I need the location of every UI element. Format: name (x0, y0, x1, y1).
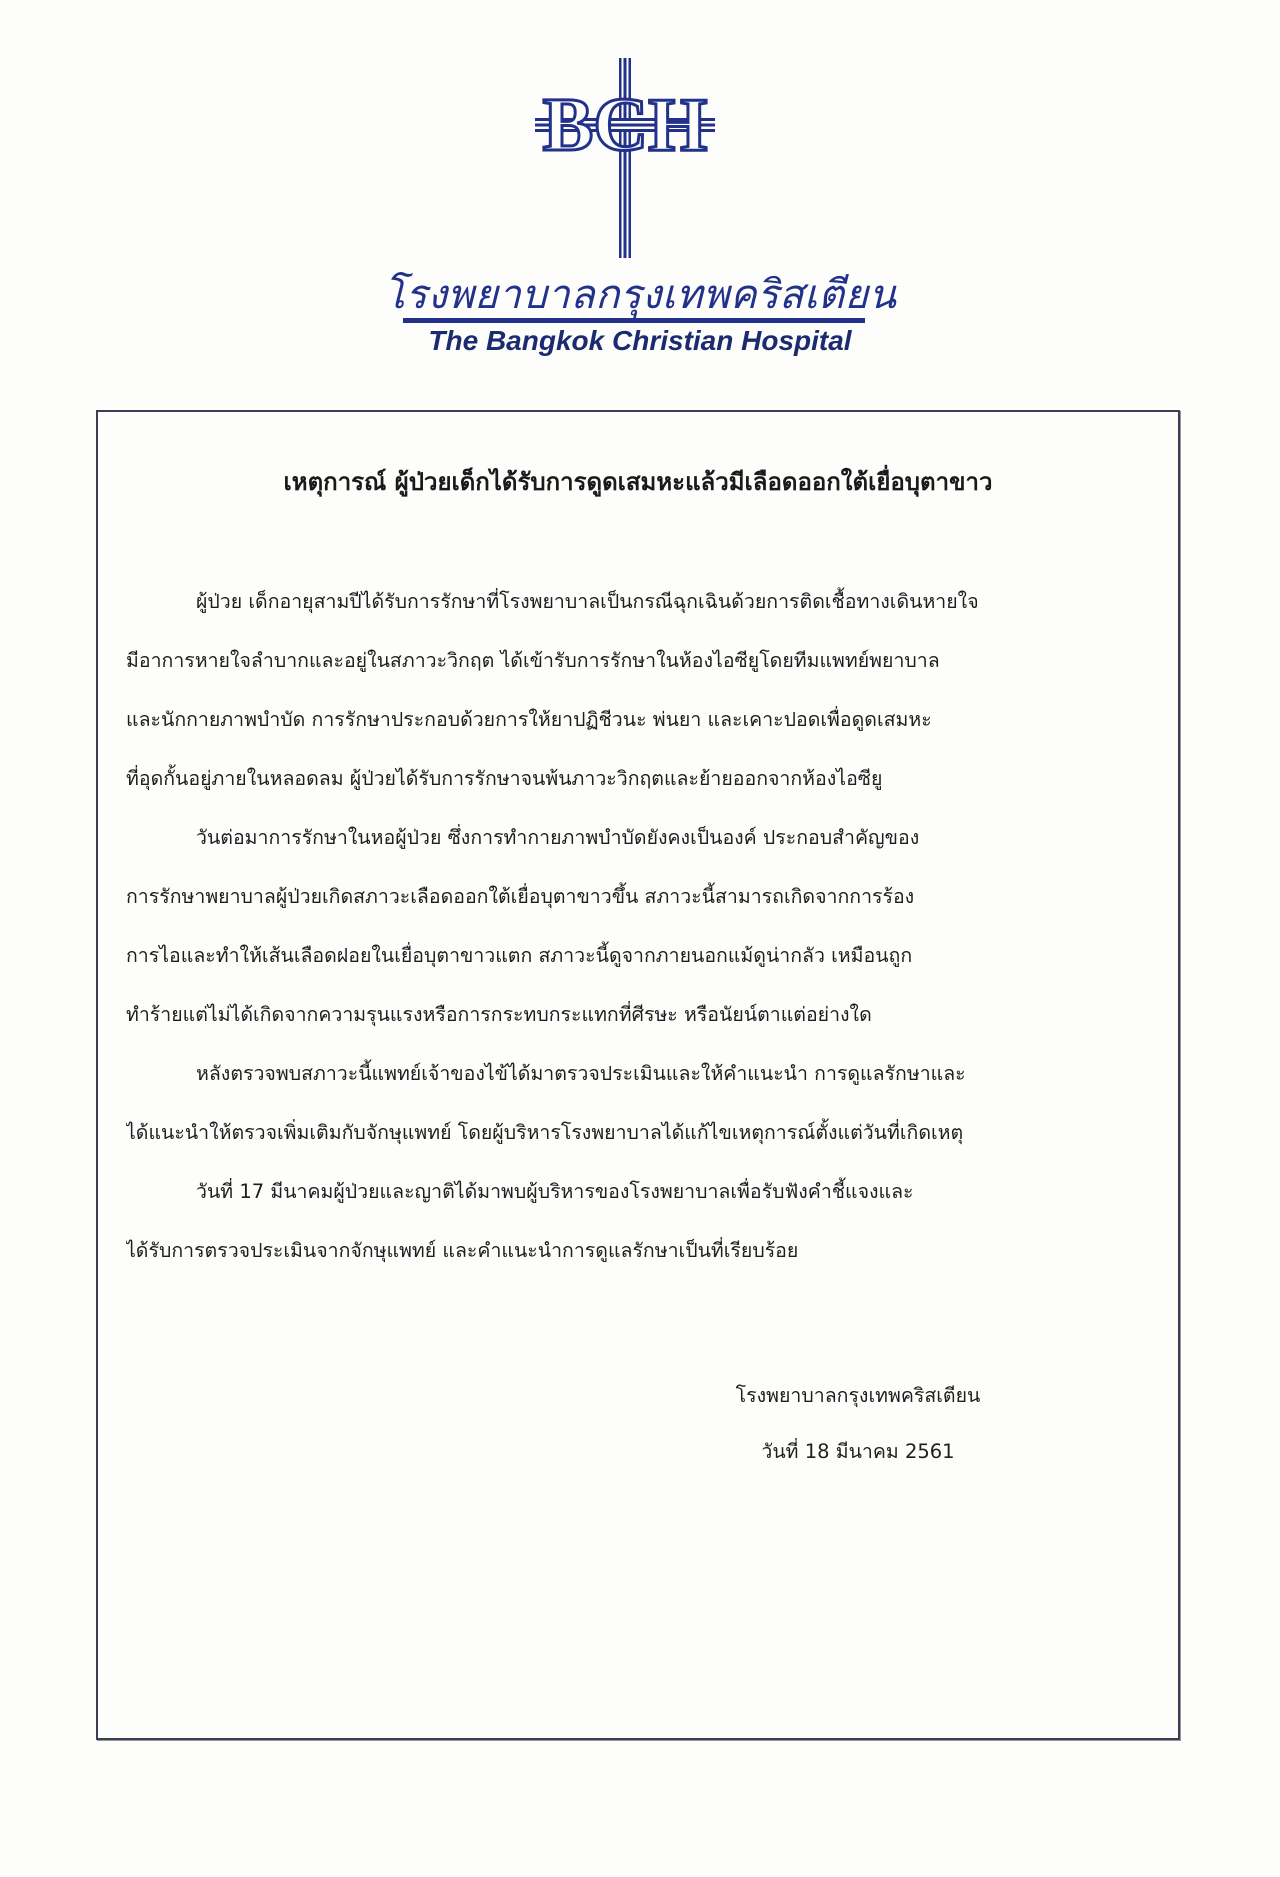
signature-organization: โรงพยาบาลกรุงเทพคริสเตียน (735, 1384, 981, 1407)
hospital-name-english: The Bangkok Christian Hospital (428, 325, 852, 356)
body-line: การไอและทำให้เส้นเลือดฝอยในเยื่อบุตาขาวแตก สภาวะนี้ดูจากภายนอกแม้ดูน่ากลัว เหมือนถูก (126, 944, 913, 967)
body-line: ผู้ป่วย เด็กอายุสามปีได้รับการรักษาที่โรงพยาบาลเป็นกรณีฉุกเฉินด้วยการติดเชื้อทางเดินหายใจ (196, 590, 979, 613)
body-line: ที่อุดกั้นอยู่ภายในหลอดลม ผู้ป่วยได้รับการรักษาจนพ้นภาวะวิกฤตและย้ายออกจากห้องไอซียู (126, 767, 883, 790)
body-line: มีอาการหายใจลำบากและอยู่ในสภาวะวิกฤต ได้เข้ารับการรักษาในห้องไอซียูโดยทีมแพทย์พยาบาล (126, 649, 940, 672)
statement-frame (96, 410, 1180, 1740)
body-line: การรักษาพยาบาลผู้ป่วยเกิดสภาวะเลือดออกใต้เยื่อบุตาขาวขึ้น สภาวะนี้สามารถเกิดจากการร้อง (126, 885, 915, 908)
body-line: หลังตรวจพบสภาวะนี้แพทย์เจ้าของไข้ได้มาตรวจประเมินและให้คำแนะนำ การดูแลรักษาและ (196, 1062, 966, 1085)
body-line: ทำร้ายแต่ไม่ได้เกิดจากความรุนแรงหรือการกระทบกระแทกที่ศีรษะ หรือนัยน์ตาแต่อย่างใด (126, 1003, 872, 1026)
statement-body (126, 572, 1150, 1280)
svg-text:BCH: BCH (542, 83, 708, 167)
signature-date: วันที่ 18 มีนาคม 2561 (761, 1440, 955, 1463)
body-line: วันที่ 17 มีนาคมผู้ป่วยและญาติได้มาพบผู้บริหารของโรงพยาบาลเพื่อรับฟังคำชี้แจงและ (196, 1180, 914, 1203)
body-line: ได้แนะนำให้ตรวจเพิ่มเติมกับจักษุแพทย์ โดยผู้บริหารโรงพยาบาลได้แก้ไขเหตุการณ์ตั้งแต่วันที่เกิดเหตุ (126, 1121, 964, 1144)
hospital-cross-logo (535, 58, 715, 258)
statement-title: เหตุการณ์ ผู้ป่วยเด็กได้รับการดูดเสมหะแล้วมีเลือดออกใต้เยื่อบุตาขาว (283, 468, 993, 496)
body-line: และนักกายภาพบำบัด การรักษาประกอบด้วยการให้ยาปฏิชีวนะ พ่นยา และเคาะปอดเพื่อดูดเสมหะ (126, 708, 932, 731)
body-line: วันต่อมาการรักษาในหอผู้ป่วย ซึ่งการทำกายภาพบำบัดยังคงเป็นองค์ ประกอบสำคัญของ (196, 826, 920, 849)
hospital-name-thai: โรงพยาบาลกรุงเทพคริสเตียน (383, 272, 897, 318)
letterhead (0, 0, 1280, 380)
body-line: ได้รับการตรวจประเมินจากจักษุแพทย์ และคำแนะนำการดูแลรักษาเป็นที่เรียบร้อย (126, 1239, 799, 1262)
name-underline (403, 318, 865, 323)
